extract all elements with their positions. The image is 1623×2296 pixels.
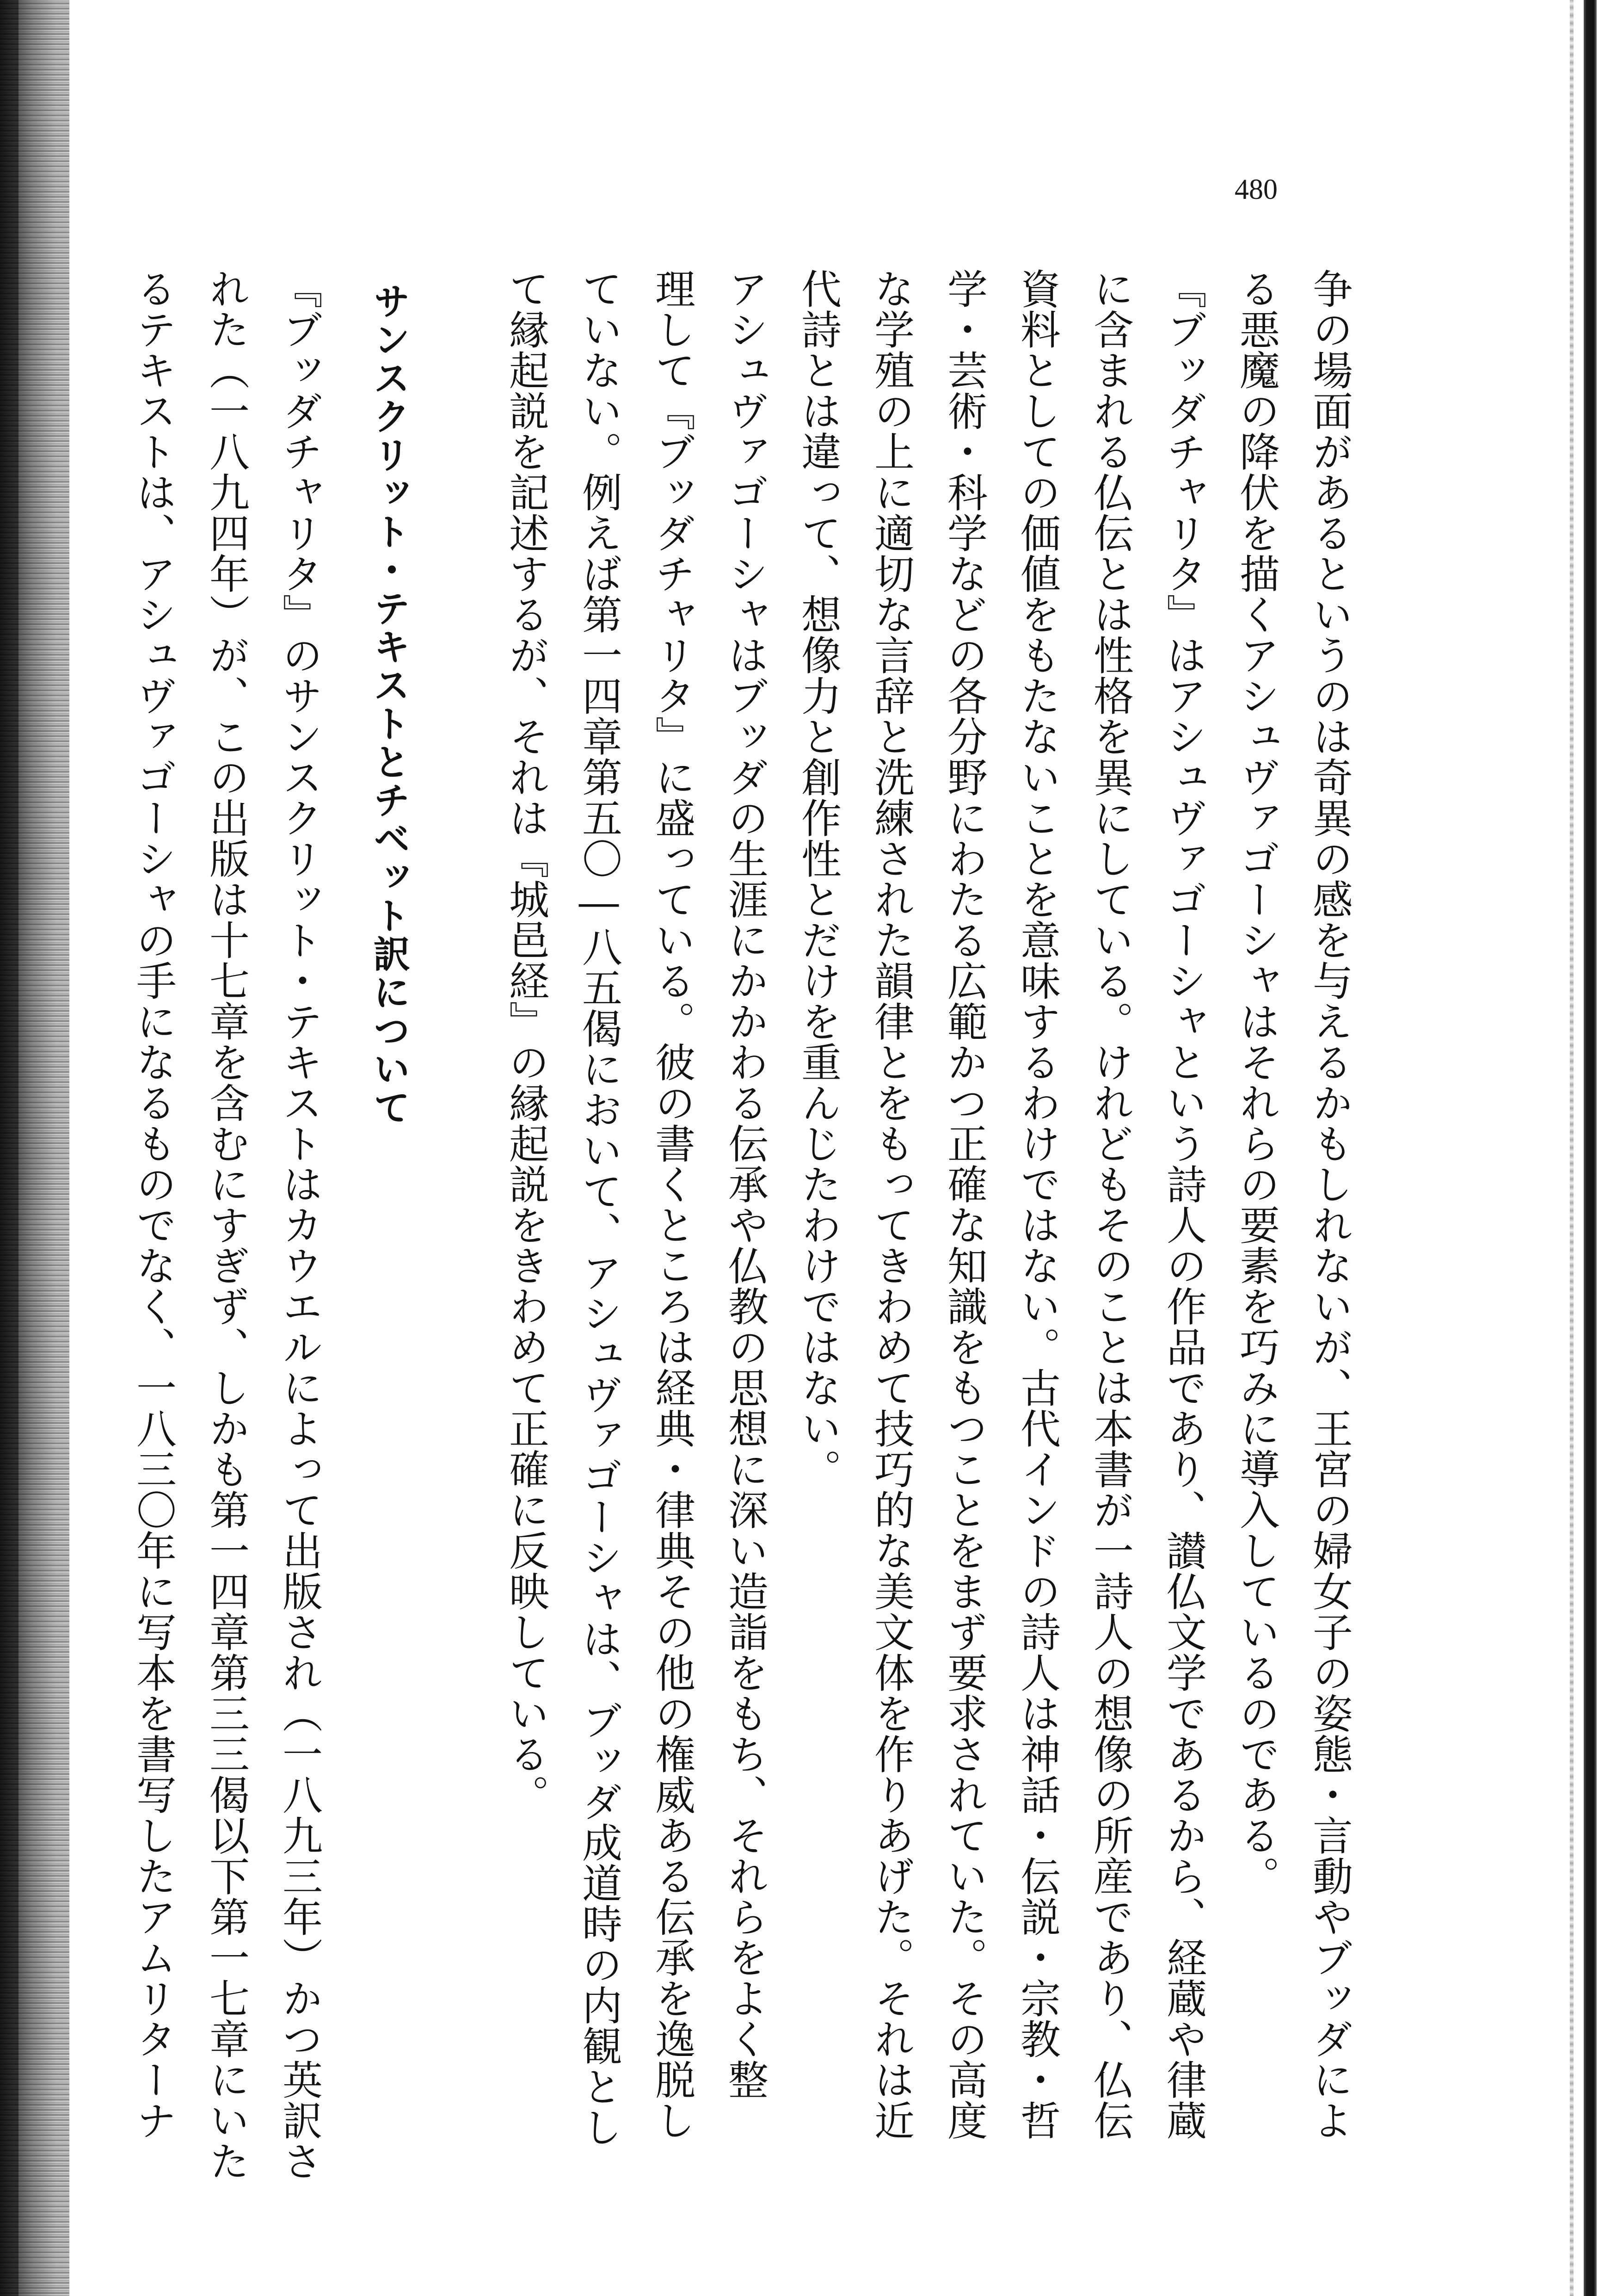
text-column-15: るテキストは、アシュヴァゴーシャの手になるものでなく、一八三〇年に写本を書写したアムリターナ <box>129 268 177 2141</box>
text-column-4: に含まれる仏伝とは性格を異にしている。けれどもそのことは本書が一詩人の想像の所産であり、仏伝 <box>1087 268 1134 2141</box>
page-number: 480 <box>1235 174 1278 205</box>
text-column-3: 『ブッダチャリタ』はアシュヴァゴーシャという詩人の作品であり、讃仏文学であるから、経蔵や律蔵 <box>1160 268 1207 2141</box>
text-column-10: 理して『ブッダチャリタ』に盛っている。彼の書くところは経典・律典その他の権威ある伝承を逸脱し <box>648 268 695 2141</box>
section-heading: サンスクリット・テキストとチベット訳について <box>367 282 410 1127</box>
text-column-7: な学殖の上に適切な言辞と洗練された韻律とをもってきわめて技巧的な美文体を作りあげた。それは近 <box>867 268 915 2141</box>
text-column-9: アシュヴァゴーシャはブッダの生涯にかかわる伝承や仏教の思想に深い造詣をもち、それらをよく整 <box>721 268 768 2100</box>
text-column-13: 『ブッダチャリタ』のサンスクリット・テキストはカウエルによって出版され（一八九三年）かつ英訳さ <box>276 268 323 2181</box>
text-column-6: 学・芸術・科学などの各分野にわたる広範かつ正確な知識をもつことをまず要求されていた。その高度 <box>941 268 988 2141</box>
text-column-8: 代詩とは違って、想像力と創作性とだけを重んじたわけではない。 <box>794 268 842 1489</box>
text-column-5: 資料としての価値をもたないことを意味するわけではない。古代インドの詩人は神話・伝説・宗教・哲 <box>1014 268 1061 2141</box>
text-column-14: れた（一八九四年）が、この出版は十七章を含むにすぎず、しかも第一四章第三三偈以下第一七章にいた <box>203 268 250 2181</box>
scan-binding-shadow <box>0 0 69 2296</box>
scan-right-edge <box>1584 0 1597 2296</box>
text-column-1: 争の場面があるというのは奇異の感を与えるかもしれないが、王宮の婦女子の姿態・言動やブッダによ <box>1306 268 1353 2141</box>
text-column-11: ていない。例えば第一四章第五〇―八五偈において、アシュヴァゴーシャは、ブッダ成道時の内観とし <box>575 268 622 2148</box>
scan-edge-texture <box>1570 0 1574 2296</box>
text-column-2: る悪魔の降伏を描くアシュヴァゴーシャはそれらの要素を巧みに導入しているのである。 <box>1233 268 1280 1896</box>
text-column-12: て縁起説を記述するが、それは『城邑経』の縁起説をきわめて正確に反映している。 <box>502 268 549 1815</box>
